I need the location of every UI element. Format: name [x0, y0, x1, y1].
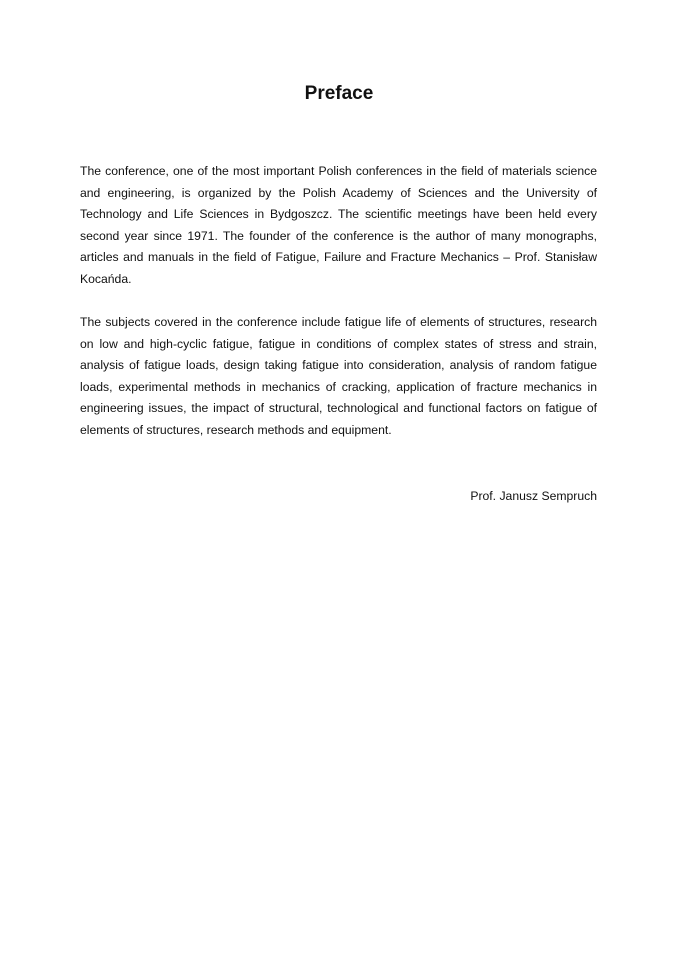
- paragraph-2: The subjects covered in the conference include fatigue life of elements of structures, research on low and high-cyclic fatigue, fatigue in conditions of complex states of stress and strain, analysis of fatigue loads, design taking fatigue into consideration, analysis of random fatigue loads, experimental methods in mechanics of cracking, application of fracture mechanics in engineering issues, the impact of structural, technological and functional factors on fatigue of elements of structures, research methods and equipment.: [80, 315, 597, 437]
- page-title: Preface: [304, 83, 374, 104]
- paragraph-1: The conference, one of the most important Polish conferences in the field of materials science and engineering, is organized by the Polish Academy of Sciences and the University of Technology and Life Sciences in Bydgoszcz. The scientific meetings have been held every second year since 1971. The founder of the conference is the author of many monographs, articles and manuals in the field of Fatigue, Failure and Fracture Mechanics – Prof. Stanisław Kocańda.: [80, 164, 597, 286]
- signature: Prof. Janusz Sempruch: [470, 489, 597, 503]
